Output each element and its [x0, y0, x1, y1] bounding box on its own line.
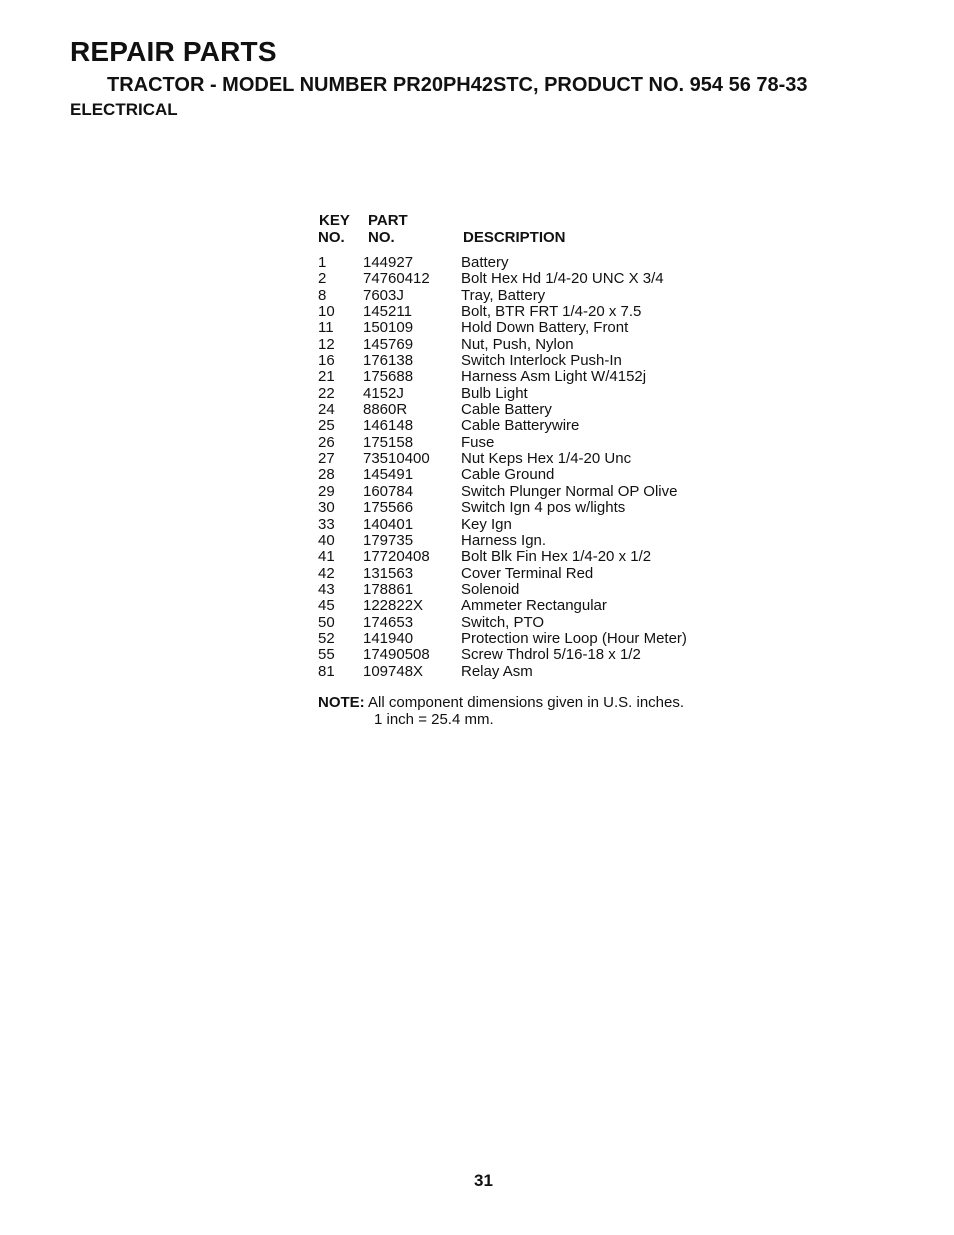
key-number: 41 [318, 548, 335, 566]
part-header-line1: PART [368, 212, 408, 229]
key-number: 50 [318, 613, 335, 631]
part-number: 141940 [363, 629, 414, 647]
key-number: 27 [318, 450, 335, 468]
part-header-line2: NO. [368, 229, 395, 246]
key-number: 81 [318, 662, 335, 680]
key-number: 10 [318, 303, 335, 321]
part-number: 74760412 [363, 270, 430, 288]
section-heading: ELECTRICAL [70, 100, 178, 119]
part-description: Cable Batterywire [461, 417, 580, 435]
part-number: 175158 [363, 433, 414, 451]
key-number: 43 [318, 580, 335, 598]
description-header: DESCRIPTION [463, 229, 566, 246]
part-description: Switch, PTO [461, 613, 545, 631]
key-number: 40 [318, 531, 335, 549]
part-number: 131563 [363, 564, 414, 582]
part-description: Bulb Light [461, 384, 528, 402]
part-number: 8860R [363, 401, 408, 419]
key-number: 12 [318, 335, 335, 353]
key-number: 1 [318, 254, 327, 271]
part-description: Switch Ign 4 pos w/lights [461, 499, 626, 517]
key-number: 45 [318, 597, 335, 615]
part-description: Cable Battery [461, 401, 552, 419]
part-description: Cover Terminal Red [461, 564, 594, 582]
part-description: Bolt Blk Fin Hex 1/4-20 x 1/2 [461, 548, 652, 566]
part-description: Bolt, BTR FRT 1/4-20 x 7.5 [461, 303, 642, 321]
part-number: 109748X [363, 662, 424, 680]
note-line1: All component dimensions given in U.S. inches. [368, 694, 685, 711]
part-number: 17490508 [363, 646, 430, 664]
part-number: 7603J [363, 286, 404, 304]
key-number: 42 [318, 564, 335, 582]
key-number: 29 [318, 482, 335, 500]
part-number: 174653 [363, 613, 414, 631]
part-description: Solenoid [461, 580, 520, 598]
key-number: 22 [318, 384, 335, 402]
key-number: 8 [318, 286, 327, 304]
part-description: Harness Asm Light W/4152j [461, 368, 647, 386]
part-number: 122822X [363, 597, 424, 615]
part-description: Screw Thdrol 5/16-18 x 1/2 [461, 646, 641, 664]
part-number: 144927 [363, 254, 414, 271]
part-description: Switch Plunger Normal OP Olive [461, 482, 678, 500]
key-number: 16 [318, 352, 335, 370]
part-description: Bolt Hex Hd 1/4-20 UNC X 3/4 [461, 270, 664, 288]
page-number: 31 [474, 1171, 493, 1190]
dimension-note [318, 695, 684, 728]
part-description: Switch Interlock Push-In [461, 352, 622, 370]
part-description: Protection wire Loop (Hour Meter) [461, 629, 687, 647]
key-header-line1: KEY [319, 212, 350, 229]
part-number: 175566 [363, 499, 414, 517]
key-number: 11 [318, 319, 334, 337]
part-description: Cable Ground [461, 466, 555, 484]
part-number: 140401 [363, 515, 414, 533]
part-number: 160784 [363, 482, 414, 500]
part-description: Key Ign [461, 515, 512, 533]
key-number: 52 [318, 629, 335, 647]
part-number: 150109 [363, 319, 414, 337]
note-line2: 1 inch = 25.4 mm. [374, 710, 494, 728]
note-label: NOTE: [318, 694, 365, 711]
part-description: Hold Down Battery, Front [461, 319, 629, 337]
part-description: Tray, Battery [461, 286, 546, 304]
part-number: 4152J [363, 384, 404, 402]
part-description: Relay Asm [461, 662, 533, 680]
part-description: Battery [461, 254, 509, 271]
page-title: REPAIR PARTS [70, 36, 277, 67]
part-number: 145769 [363, 335, 414, 353]
part-number: 146148 [363, 417, 414, 435]
part-number: 145491 [363, 466, 414, 484]
key-number: 21 [318, 368, 335, 386]
key-number: 55 [318, 646, 335, 664]
part-number: 179735 [363, 531, 414, 549]
part-description: Harness Ign. [461, 531, 547, 549]
key-number: 30 [318, 499, 335, 517]
key-number: 26 [318, 433, 335, 451]
key-header-line2: NO. [318, 229, 345, 246]
key-number: 25 [318, 417, 335, 435]
part-number: 178861 [363, 580, 414, 598]
part-number: 175688 [363, 368, 414, 386]
key-number: 33 [318, 515, 335, 533]
part-description: Ammeter Rectangular [461, 597, 607, 615]
part-number: 17720408 [363, 548, 430, 566]
part-description: Fuse [461, 433, 495, 451]
key-number: 2 [318, 270, 327, 288]
key-number: 24 [318, 401, 335, 419]
part-number: 145211 [363, 303, 412, 321]
model-subtitle: TRACTOR - MODEL NUMBER PR20PH42STC, PRODUCT NO. 954 56 78-33 [107, 74, 808, 96]
part-number: 73510400 [363, 450, 430, 468]
part-number: 176138 [363, 352, 414, 370]
part-description: Nut Keps Hex 1/4-20 Unc [461, 450, 632, 468]
key-number: 28 [318, 466, 335, 484]
part-description: Nut, Push, Nylon [461, 335, 574, 353]
